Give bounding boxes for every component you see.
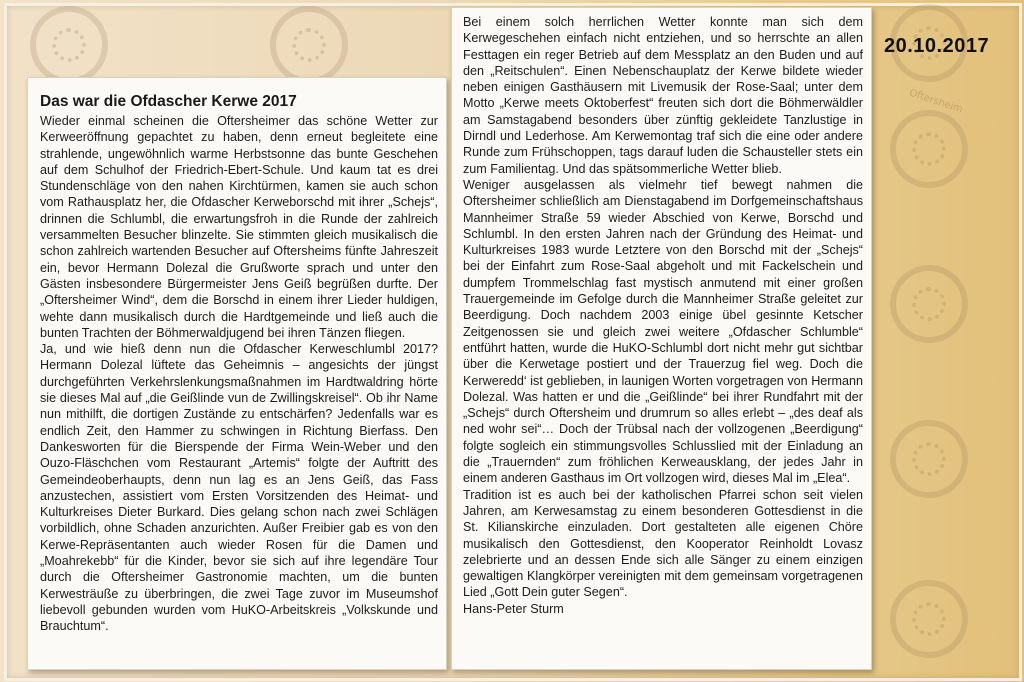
watermark-label: Oftersheim	[907, 87, 964, 116]
watermark-seal-icon	[270, 6, 348, 84]
article-paragraph: Ja, und wie hieß denn nun die Ofdascher Kerweschlumbl 2017? Hermann Dolezal lüftete das Geheimnis – angesichts der jüngst durchgeführten Verkehrslenkungsmaßnahmen im Hardtwaldring hörte sie dieses Mal auf „die Geißlinde vun de Zwillingskreisel“. Ob ihr Name nun mithilft, die dortigen Zustände zu entschärfen? Jedenfalls war es endlich Zeit, den Hammer zu schwingen in Richtung Bierfass. Den Dankesworten für die Bierspende der Firma Wein-Weber und den Ouzo-Fläschchen vom Restaurant „Artemis“ folgte der Auftritt des Gemeindeoberhaupts, denn nun lag es an Jens Geiß, das Fass anzustechen, assistiert vom Ersten Vorsitzenden des Heimat- und Kulturkreises Dieter Burkard. Dies gelang schon nach zwei Schlägen vorbildlich, ohne Schaden anzurichten. Außer Freibier gab es von den Kerwe-Repräsentanten auch wieder Rosen für die Damen und „Moahrekebb“ für die Kinder, bevor sie sich auf ihre legendäre Tour durch die Oftersheimer Gastronomie machten, um die bunten Kerwesträuße zu überbringen, die zwei Tage zuvor im Museumshof liebevoll gebunden wurden vom HuKO-Arbeitskreis „Volkskunde und Brauchtum“.	[40, 342, 438, 634]
article-clipping-right	[451, 7, 872, 670]
watermark-seal-icon	[890, 420, 968, 498]
watermark-seal-icon	[890, 265, 968, 343]
article-clipping-left	[27, 77, 447, 670]
article-paragraph: Tradition ist es auch bei der katholischen Pfarrei schon seit vielen Jahren, am Kerwesamstag zu einem besonderen Gottesdienst in die St. Kilianskirche einzuladen. Dort gestalteten alle eigenen Chöre musikalisch den Gottesdienst, den Kooperator Reinholdt Lovasz zelebrierte und an dessen Ende sich alle Sänger zu einem einzigen gewaltigen Klangkörper vereinigten mit dem gemeinsam vorgetragenen Lied „Gott Dein guter Segen“.	[463, 487, 863, 600]
watermark-seal-icon	[890, 110, 968, 188]
article-paragraph: Wieder einmal scheinen die Oftersheimer das schöne Wetter zur Kerweeröffnung gepachtet zu haben, denn erneut begleitete eine strahlende, ungewöhnlich warme Herbstsonne das bunte Geschehen auf dem Schulhof der Friedrich-Ebert-Schule. Und kaum tat es drei Stundenschläge von den nahen Kirchtürmen, kamen sie auch schon vom Rathausplatz her, die Ofdascher Kerweborschd mit ihrer „Schejs“, drinnen die Schlumbl, die erwartungsfroh in die Runde der zahlreich versammelten Besucher blinzelte. Sie stimmten gleich musikalisch die schon zahlreich wartenden Besucher auf Oftersheims fünfte Jahreszeit ein, bevor Hermann Dolezal die Grußworte sprach und unter den Gästen insbesondere Bürgermeister Jens Geiß begrüßen durfte. Der „Oftersheimer Wind“, dem die Borschd in einem ihrer Lieder huldigen, wehte dann musikalisch durch die Hardtgemeinde und ließ auch die bunten Trachten der Böhmerwaldjugend bei ihren Tänzen fliegen.	[40, 114, 438, 340]
watermark-seal-icon	[30, 6, 108, 84]
date-label: 20.10.2017	[884, 35, 990, 57]
article-author: Hans-Peter Sturm	[463, 601, 564, 616]
article-paragraph: Bei einem solch herrlichen Wetter konnte man sich dem Kerwegeschehen einfach nicht entziehen, und so herrschte an allen Festtagen ein reger Betrieb auf dem Messplatz an den Buden und auf den „Reitschulen“. Einen Nebenschauplatz der Kerwe bildete wieder neben einigen Gasthäusern mit Livemusik der Rose-Saal; unter dem Motto „Kerwe meets Oktoberfest“ freuten sich dort die Böhmerwäldler am Samstagabend besonders über zünftig gekleidete Tanzlustige in Dirndl und Lederhose. Am Kerwemontag traf sich die eine oder andere Runde zum Frühschoppen, tags darauf luden die Schausteller stets ein zum Familientag. Und das spätsommerliche Wetter blieb.	[463, 15, 863, 176]
watermark-seal-icon	[890, 580, 968, 658]
article-title: Das war die Ofdascher Kerwe 2017	[40, 93, 297, 110]
article-paragraph: Weniger ausgelassen als vielmehr tief bewegt nahmen die Oftersheimer schließlich am Dienstagabend im Dorfgemeinschaftshaus Mannheimer Straße 59 wieder Abschied von Kerwe, Borschd und Schlumbl. In den ersten Jahren nach der Gründung des Heimat- und Kulturkreises 1983 wurde Letztere von den Borschd mit der „Schejs“ bei der Einfahrt zum Rose-Saal abgeholt und mit Fackelschein und dumpfem Trommelschlag fast mystisch anmutend mit einer großen Trauergemeinde im Gefolge durch die Mannheimer Straße geleitet zur Beerdigung. Doch nachdem 2003 einige übel gesinnte Ketscher Zeitgenossen sie und gleich zwei weitere „Ofdascher Schlumble“ entführt hatten, wurde die HuKO-Schlumbl dort nicht mehr gut sichtbar über die Kerwetage postiert und der Trauerzug fiel weg. Doch die Kerweredd‘ ist geblieben, in launigen Worten vorgetragen von Hermann Dolezal. Was hatten er und die „Geißlinde“ bei ihrer Rundfahrt mit der „Schejs“ durch Oftersheim und drumrum so alles erlebt – „des deaf als ned wohr sei“… Doch der Trübsal nach der vollzogenen „Beerdigung“ folgte sogleich ein stimmungsvolles Schlusslied mit der Einladung an die „Trauernden“ zum fröhlichen Kerweausklang, der jedes Jahr in einem anderen Gasthaus im Ort vollzogen wird, dieses Mal im „Elea“.	[463, 177, 863, 486]
